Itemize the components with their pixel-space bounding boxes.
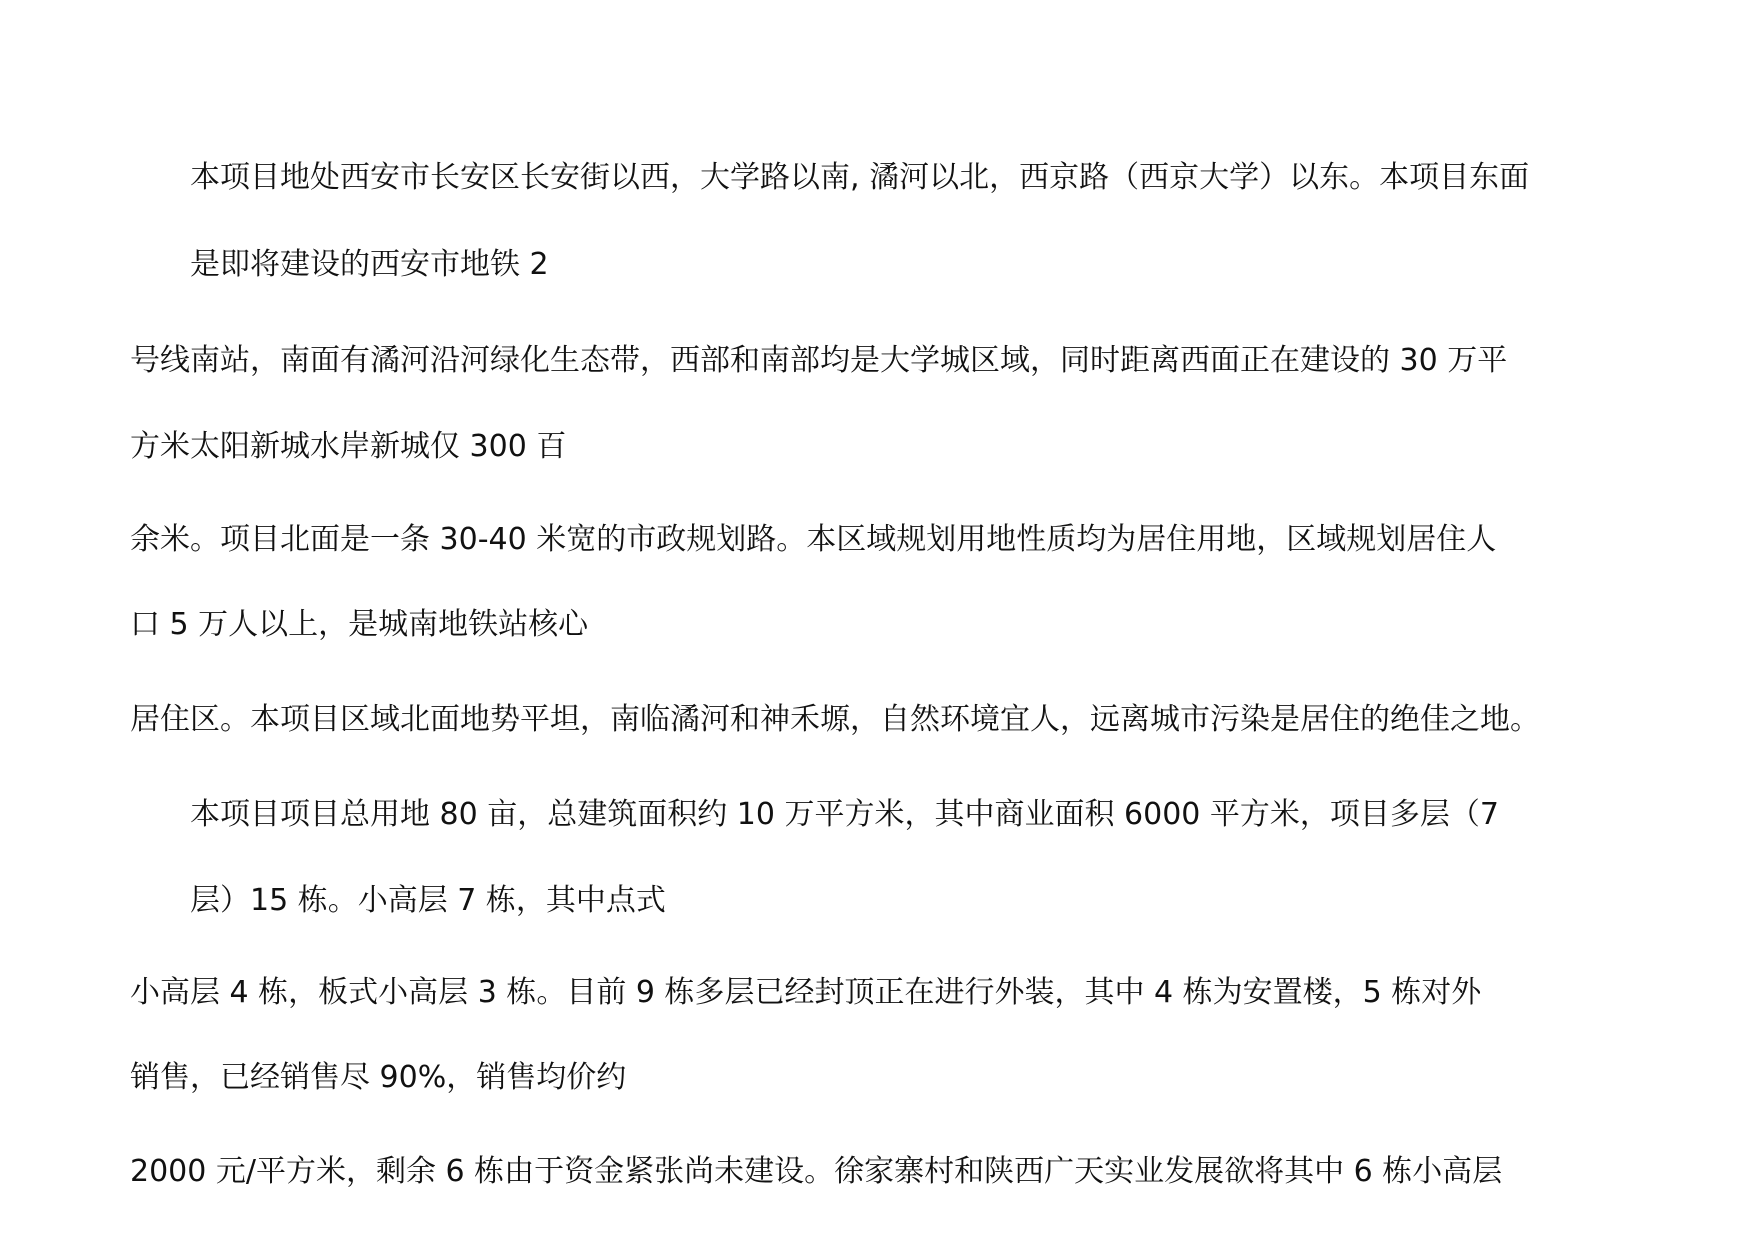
paragraph-5-line-2: 层）15 栋。小高层 7 栋，其中点式 — [190, 883, 666, 918]
paragraph-5-line-1: 本项目项目总用地 80 亩，总建筑面积约 10 万平方米，其中商业面积 6000 平方米，项目多层（7 — [190, 797, 1499, 832]
paragraph-2-line-1: 号线南站，南面有潏河沿河绿化生态带，西部和南部均是大学城区域，同时距离西面正在建设的 30 万平 — [130, 343, 1508, 378]
paragraph-2-line-2: 方米太阳新城水岸新城仅 300 百 — [130, 429, 567, 464]
paragraph-4-line-1: 居住区。本项目区域北面地势平坦，南临潏河和神禾塬，自然环境宜人，远离城市污染是居住的绝佳之地。 — [130, 702, 1540, 737]
paragraph-6-line-1: 小高层 4 栋，板式小高层 3 栋。目前 9 栋多层已经封顶正在进行外装，其中 4 栋为安置楼，5 栋对外 — [130, 975, 1482, 1010]
paragraph-6-line-2: 销售，已经销售尽 90%，销售均价约 — [130, 1060, 627, 1095]
paragraph-7-line-1: 2000 元/平方米，剩余 6 栋由于资金紧张尚未建设。徐家寨村和陕西广天实业发展欲将其中 6 栋小高层 — [130, 1154, 1503, 1189]
paragraph-1-line-1: 本项目地处西安市长安区长安街以西，大学路以南, 潏河以北，西京路（西京大学）以东。本项目东面 — [190, 160, 1530, 195]
paragraph-3-line-2: 口 5 万人以上，是城南地铁站核心 — [130, 607, 589, 642]
paragraph-3-line-1: 余米。项目北面是一条 30-40 米宽的市政规划路。本区域规划用地性质均为居住用地，区域规划居住人 — [130, 522, 1497, 557]
paragraph-1-line-2: 是即将建设的西安市地铁 2 — [190, 247, 549, 282]
